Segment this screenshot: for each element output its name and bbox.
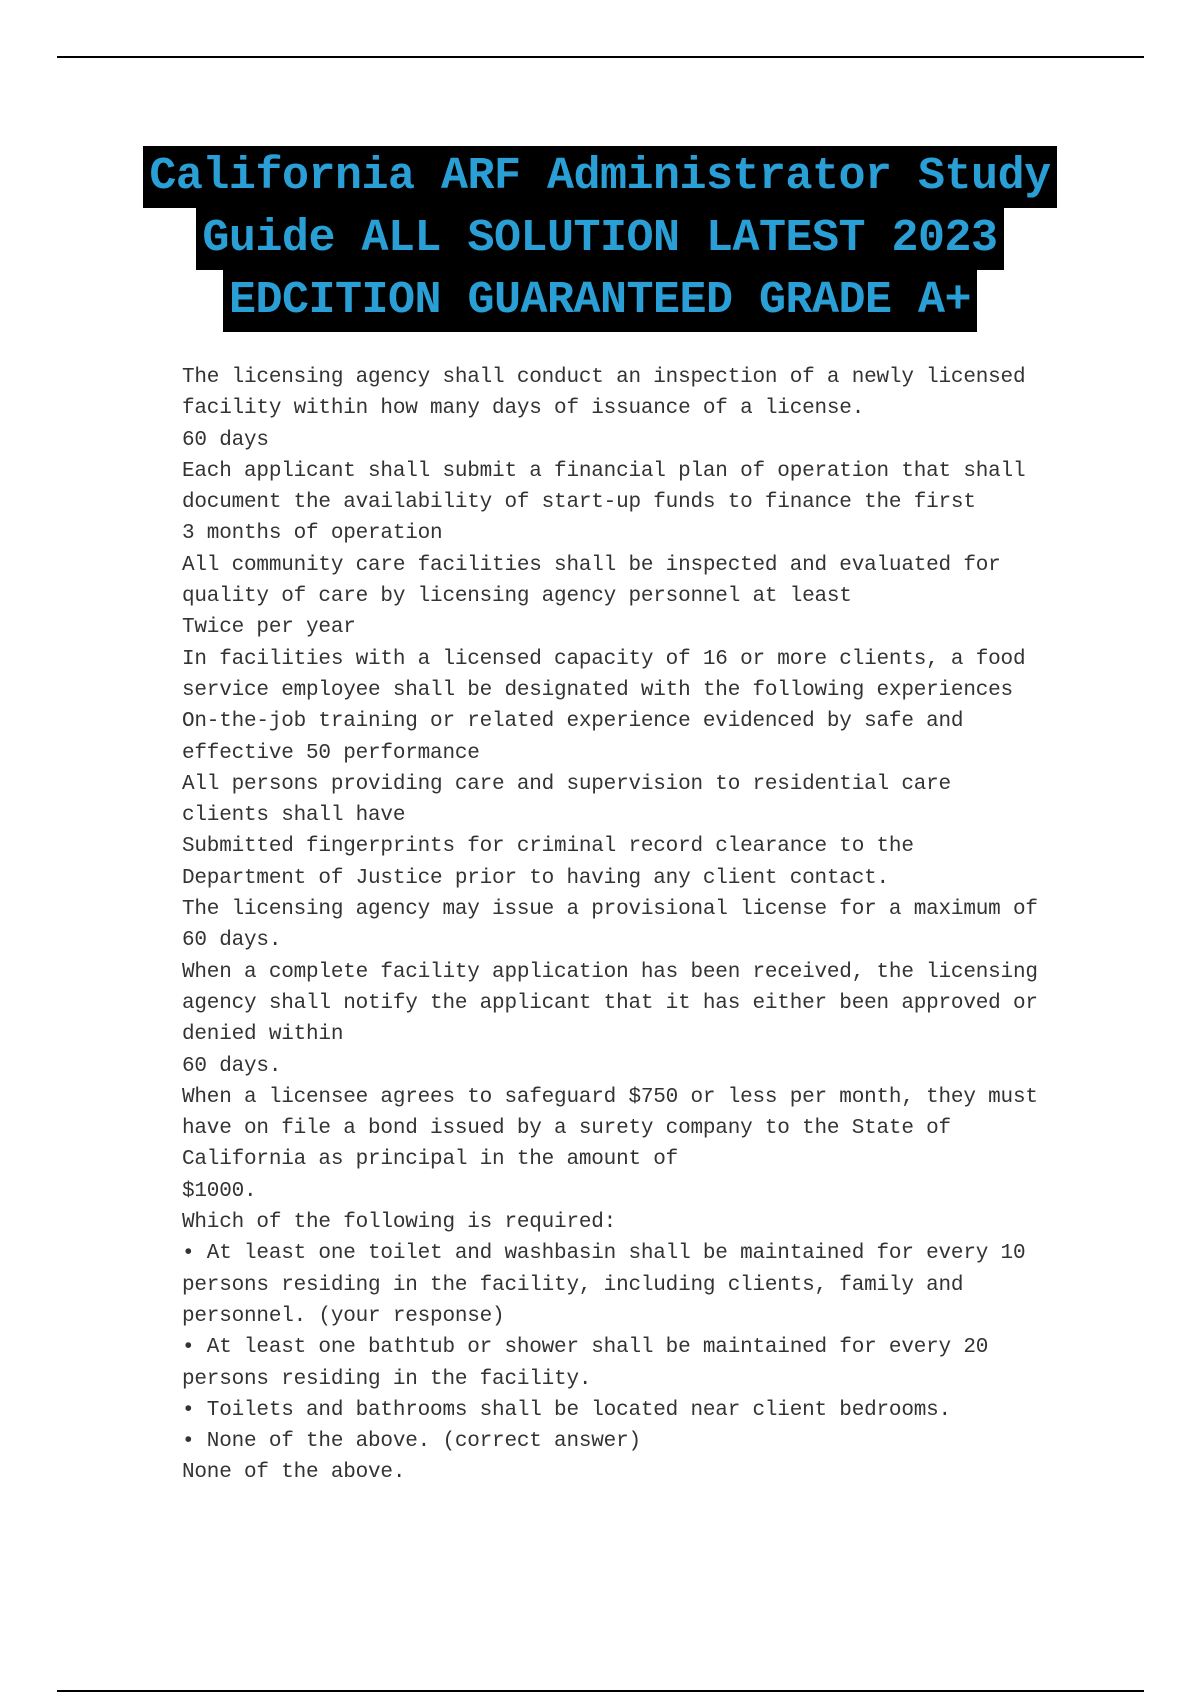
body-line: agency shall notify the applicant that it has either been approved or (182, 991, 1038, 1015)
body-line: • Toilets and bathrooms shall be located near client bedrooms. (182, 1398, 951, 1422)
body-line: 3 months of operation (182, 522, 443, 546)
title-line: Guide ALL SOLUTION LATEST 2023 (196, 208, 1003, 270)
body-line: $1000. (182, 1179, 257, 1203)
document-title (120, 146, 1080, 332)
body-line: persons residing in the facility. (182, 1367, 592, 1391)
document-body (182, 362, 1082, 1489)
body-line: clients shall have (182, 804, 406, 828)
top-rule (57, 56, 1144, 58)
body-line: quality of care by licensing agency personnel at least (182, 585, 852, 609)
body-line: 60 days. (182, 929, 282, 953)
body-line: All community care facilities shall be inspected and evaluated for (182, 553, 1001, 577)
body-line: • At least one toilet and washbasin shall be maintained for every 10 (182, 1242, 1026, 1266)
body-line: Which of the following is required: (182, 1211, 617, 1235)
body-line: None of the above. (182, 1461, 406, 1485)
body-line: 60 days (182, 428, 269, 452)
body-line: Department of Justice prior to having any client contact. (182, 866, 889, 890)
body-line: service employee shall be designated with the following experiences (182, 678, 1013, 702)
title-line: California ARF Administrator Study (143, 146, 1056, 208)
body-line: • At least one bathtub or shower shall be maintained for every 20 (182, 1336, 989, 1360)
body-line: When a licensee agrees to safeguard $750 or less per month, they must (182, 1085, 1038, 1109)
body-line: California as principal in the amount of (182, 1148, 679, 1172)
body-line: persons residing in the facility, including clients, family and (182, 1273, 964, 1297)
body-line: effective 50 performance (182, 741, 480, 765)
body-line: personnel. (your response) (182, 1304, 505, 1328)
body-line: document the availability of start-up funds to finance the first (182, 491, 976, 515)
title-line: EDCITION GUARANTEED GRADE A+ (223, 270, 977, 332)
body-line: Submitted fingerprints for criminal record clearance to the (182, 835, 914, 859)
body-line: • None of the above. (correct answer) (182, 1430, 641, 1454)
bottom-rule (57, 1690, 1144, 1692)
body-line: On-the-job training or related experience evidenced by safe and (182, 710, 964, 734)
body-line: All persons providing care and supervision to residential care (182, 772, 951, 796)
body-line: 60 days. (182, 1054, 282, 1078)
body-line: In facilities with a licensed capacity of 16 or more clients, a food (182, 647, 1026, 671)
body-line: The licensing agency may issue a provisional license for a maximum of (182, 898, 1038, 922)
body-line: Twice per year (182, 616, 356, 640)
body-line: facility within how many days of issuance of a license. (182, 397, 865, 421)
body-line: The licensing agency shall conduct an inspection of a newly licensed (182, 366, 1026, 389)
body-line: have on file a bond issued by a surety company to the State of (182, 1117, 951, 1141)
body-line: Each applicant shall submit a financial plan of operation that shall (182, 459, 1026, 483)
body-line: When a complete facility application has been received, the licensing (182, 960, 1038, 984)
body-line: denied within (182, 1023, 344, 1047)
